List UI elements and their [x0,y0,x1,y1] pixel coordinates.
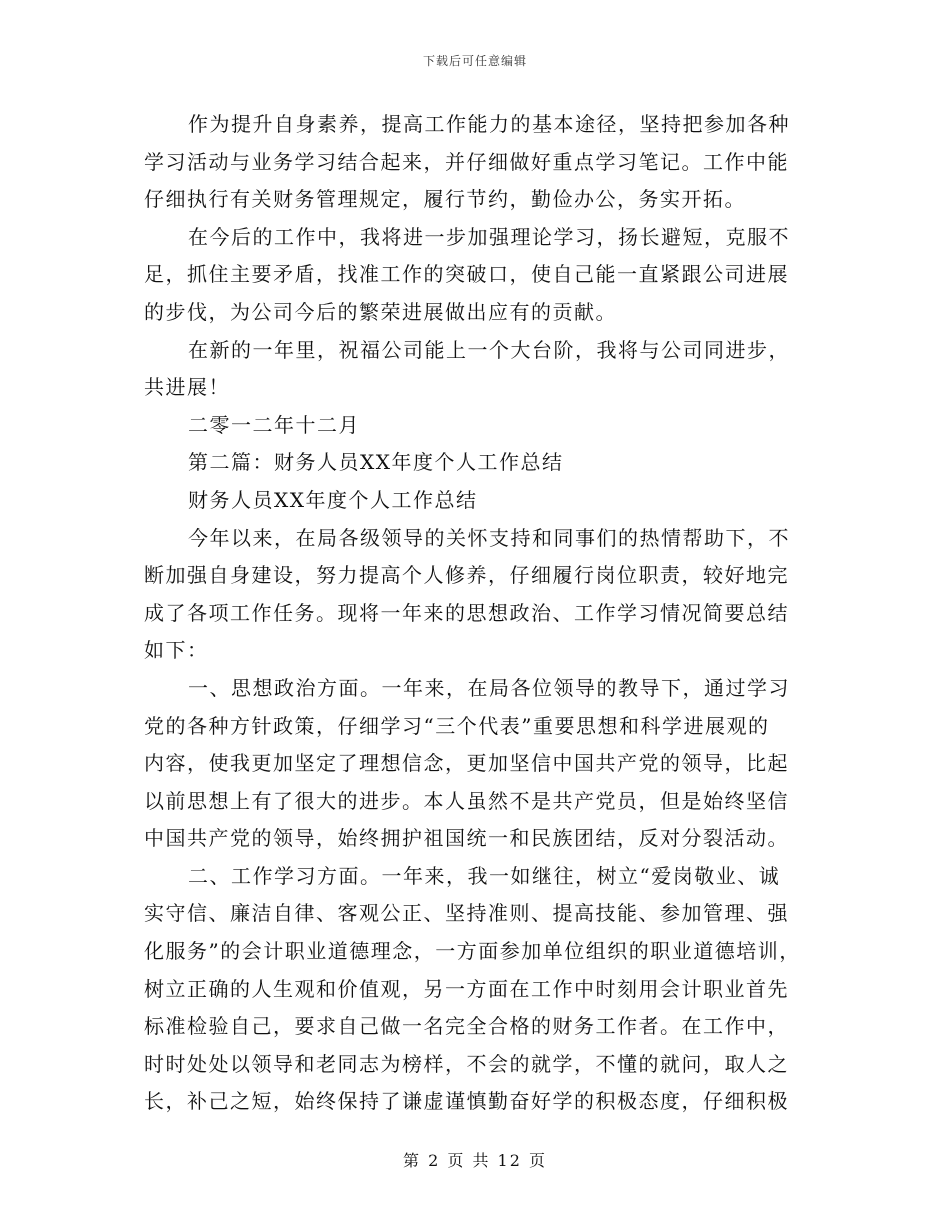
page-number: 第 2 页 共 12 页 [403,1151,547,1170]
text-line: 学习活动与业务学习结合起来，并仔细做好重点学习笔记。工作中能 [144,149,789,174]
text-line: 如下： [144,638,209,663]
text-line: 断加强自身建设，努力提高个人修养，仔细履行岗位职责，较好地完 [144,563,789,588]
text-line: 二、工作学习方面。一年来，我一如继往，树立“爱岗敬业、诚 [188,863,781,888]
text-line: 一、思想政治方面。一年来，在局各位领导的教导下，通过学习 [188,675,790,700]
text-line: 树立正确的人生观和价值观，另一方面在工作中时刻用会计职业首先 [144,976,789,1001]
page-header: 下载后可任意编辑 [422,54,527,68]
text-line: 时时处处以领导和老同志为榜样，不会的就学，不懂的就问，取人之 [144,1051,789,1076]
text-line: 内容，使我更加坚定了理想信念，更加坚信中国共产党的领导，比起 [144,751,789,776]
text-line: 标准检验自己，要求自己做一名完全合格的财务工作者。在工作中， [144,1014,789,1039]
document-title: 财务人员XX年度个人工作总结 [188,487,478,512]
text-line: 中国共产党的领导，始终拥护祖国统一和民族团结，反对分裂活动。 [144,826,789,851]
text-line: 共进展！ [144,375,230,400]
text-line: 长，补己之短，始终保持了谦虚谨慎勤奋好学的积极态度，仔细积极 [144,1089,789,1114]
text-line: 实守信、廉洁自律、客观公正、坚持准则、提高技能、参加管理、强 [144,901,789,926]
document-body [144,106,814,1121]
text-line: 足，抓住主要矛盾，找准工作的突破口，使自己能一直紧跟公司进展 [144,262,789,287]
text-line: 化服务”的会计职业道德理念，一方面参加单位组织的职业道德培训， [144,939,801,964]
text-line: 在新的一年里，祝福公司能上一个大台阶，我将与公司同进步， [188,337,790,362]
section-heading: 第二篇：财务人员XX年度个人工作总结 [188,450,564,475]
text-line: 在今后的工作中，我将进一步加强理论学习，扬长避短，克服不 [188,224,790,249]
text-line: 成了各项工作任务。现将一年来的思想政治、工作学习情况简要总结 [144,600,789,625]
text-line: 作为提升自身素养，提高工作能力的基本途径，坚持把参加各种 [188,112,790,136]
text-line: 今年以来，在局各级领导的关怀支持和同事们的热情帮助下，不 [188,525,790,550]
text-line: 的步伐，为公司今后的繁荣进展做出应有的贡献。 [144,299,617,324]
date-line: 二零一二年十二月 [188,412,360,437]
text-line: 仔细执行有关财务管理规定，履行节约，勤俭办公，务实开拓。 [144,187,746,212]
text-line: 党的各种方针政策，仔细学习“三个代表”重要思想和科学进展观的 [144,713,770,738]
text-line: 以前思想上有了很大的进步。本人虽然不是共产党员，但是始终坚信 [144,788,789,813]
